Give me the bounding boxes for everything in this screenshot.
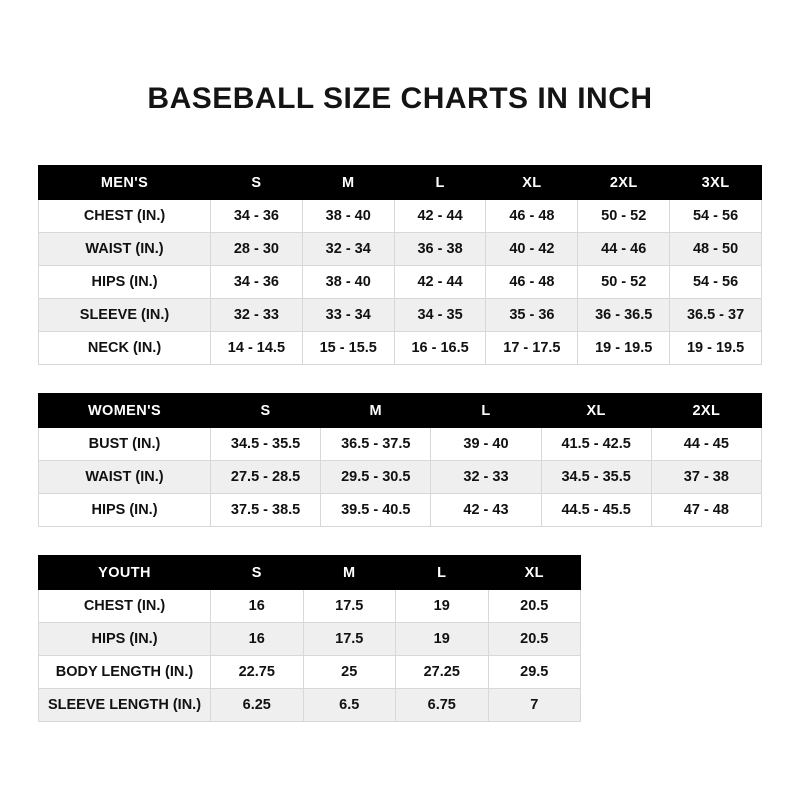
column-header: 2XL bbox=[578, 166, 670, 200]
column-header: S bbox=[211, 556, 304, 590]
table-cell: 20.5 bbox=[488, 590, 581, 623]
table-cell: 19 - 19.5 bbox=[578, 332, 670, 365]
column-header: 3XL bbox=[670, 166, 762, 200]
table-cell: 20.5 bbox=[488, 623, 581, 656]
table-cell: 34 - 36 bbox=[211, 200, 303, 233]
table-cell: 50 - 52 bbox=[578, 266, 670, 299]
table-row bbox=[39, 299, 762, 332]
table-cell: 50 - 52 bbox=[578, 200, 670, 233]
column-header: 2XL bbox=[651, 394, 761, 428]
table-cell: 16 bbox=[211, 590, 304, 623]
row-label: CHEST (IN.) bbox=[39, 590, 211, 623]
table-cell: 25 bbox=[303, 656, 396, 689]
table-cell: 36.5 - 37.5 bbox=[321, 428, 431, 461]
table-cell: 16 bbox=[211, 623, 304, 656]
table-cell: 44 - 45 bbox=[651, 428, 761, 461]
table-cell: 19 bbox=[396, 590, 489, 623]
row-label: SLEEVE (IN.) bbox=[39, 299, 211, 332]
table-cell: 46 - 48 bbox=[486, 200, 578, 233]
table-cell: 44.5 - 45.5 bbox=[541, 494, 651, 527]
table-cell: 42 - 44 bbox=[394, 266, 486, 299]
row-label: BODY LENGTH (IN.) bbox=[39, 656, 211, 689]
table-cell: 34 - 35 bbox=[394, 299, 486, 332]
table-row bbox=[39, 428, 762, 461]
table-cell: 6.75 bbox=[396, 689, 489, 722]
column-header: YOUTH bbox=[39, 556, 211, 590]
table-cell: 16 - 16.5 bbox=[394, 332, 486, 365]
table-cell: 6.5 bbox=[303, 689, 396, 722]
row-label: HIPS (IN.) bbox=[39, 623, 211, 656]
column-header: L bbox=[396, 556, 489, 590]
column-header: L bbox=[431, 394, 541, 428]
table-cell: 6.25 bbox=[211, 689, 304, 722]
womens-size-table bbox=[38, 393, 762, 527]
table-spacer bbox=[38, 527, 762, 555]
table-cell: 17 - 17.5 bbox=[486, 332, 578, 365]
table-cell: 14 - 14.5 bbox=[211, 332, 303, 365]
column-header: S bbox=[211, 166, 303, 200]
table-cell: 32 - 34 bbox=[302, 233, 394, 266]
row-label: NECK (IN.) bbox=[39, 332, 211, 365]
table-spacer bbox=[38, 365, 762, 393]
table-row bbox=[39, 590, 581, 623]
table-cell: 36 - 36.5 bbox=[578, 299, 670, 332]
table-row bbox=[39, 200, 762, 233]
table-cell: 54 - 56 bbox=[670, 200, 762, 233]
table-cell: 19 bbox=[396, 623, 489, 656]
table-cell: 22.75 bbox=[211, 656, 304, 689]
table-cell: 17.5 bbox=[303, 623, 396, 656]
table-cell: 32 - 33 bbox=[211, 299, 303, 332]
column-header: XL bbox=[486, 166, 578, 200]
table-header-row bbox=[39, 556, 581, 590]
table-cell: 44 - 46 bbox=[578, 233, 670, 266]
table-cell: 38 - 40 bbox=[302, 200, 394, 233]
table-cell: 38 - 40 bbox=[302, 266, 394, 299]
table-cell: 32 - 33 bbox=[431, 461, 541, 494]
table-row bbox=[39, 461, 762, 494]
table-cell: 42 - 44 bbox=[394, 200, 486, 233]
row-label: HIPS (IN.) bbox=[39, 266, 211, 299]
table-cell: 34.5 - 35.5 bbox=[211, 428, 321, 461]
table-cell: 48 - 50 bbox=[670, 233, 762, 266]
table-cell: 35 - 36 bbox=[486, 299, 578, 332]
table-cell: 37.5 - 38.5 bbox=[211, 494, 321, 527]
column-header: MEN'S bbox=[39, 166, 211, 200]
table-cell: 34.5 - 35.5 bbox=[541, 461, 651, 494]
table-cell: 28 - 30 bbox=[211, 233, 303, 266]
table-cell: 36.5 - 37 bbox=[670, 299, 762, 332]
table-header-row bbox=[39, 394, 762, 428]
table-cell: 36 - 38 bbox=[394, 233, 486, 266]
row-label: HIPS (IN.) bbox=[39, 494, 211, 527]
table-cell: 27.25 bbox=[396, 656, 489, 689]
column-header: L bbox=[394, 166, 486, 200]
page-title: BASEBALL SIZE CHARTS IN INCH bbox=[147, 82, 653, 115]
column-header: M bbox=[302, 166, 394, 200]
column-header: XL bbox=[541, 394, 651, 428]
table-cell: 33 - 34 bbox=[302, 299, 394, 332]
table-header-row bbox=[39, 166, 762, 200]
table-cell: 17.5 bbox=[303, 590, 396, 623]
row-label: WAIST (IN.) bbox=[39, 233, 211, 266]
column-header: WOMEN'S bbox=[39, 394, 211, 428]
table-cell: 54 - 56 bbox=[670, 266, 762, 299]
row-label: WAIST (IN.) bbox=[39, 461, 211, 494]
column-header: XL bbox=[488, 556, 581, 590]
row-label: SLEEVE LENGTH (IN.) bbox=[39, 689, 211, 722]
table-row bbox=[39, 332, 762, 365]
table-cell: 29.5 - 30.5 bbox=[321, 461, 431, 494]
table-cell: 37 - 38 bbox=[651, 461, 761, 494]
table-cell: 46 - 48 bbox=[486, 266, 578, 299]
table-row bbox=[39, 689, 581, 722]
table-cell: 39 - 40 bbox=[431, 428, 541, 461]
table-row bbox=[39, 623, 581, 656]
table-cell: 42 - 43 bbox=[431, 494, 541, 527]
column-header: M bbox=[303, 556, 396, 590]
youth-size-table bbox=[38, 555, 581, 722]
table-row bbox=[39, 266, 762, 299]
tables-container bbox=[0, 165, 800, 722]
table-cell: 39.5 - 40.5 bbox=[321, 494, 431, 527]
table-cell: 29.5 bbox=[488, 656, 581, 689]
table-cell: 27.5 - 28.5 bbox=[211, 461, 321, 494]
table-cell: 19 - 19.5 bbox=[670, 332, 762, 365]
table-cell: 40 - 42 bbox=[486, 233, 578, 266]
table-cell: 15 - 15.5 bbox=[302, 332, 394, 365]
table-cell: 7 bbox=[488, 689, 581, 722]
table-cell: 41.5 - 42.5 bbox=[541, 428, 651, 461]
column-header: M bbox=[321, 394, 431, 428]
mens-size-table bbox=[38, 165, 762, 365]
column-header: S bbox=[211, 394, 321, 428]
table-row bbox=[39, 656, 581, 689]
table-cell: 47 - 48 bbox=[651, 494, 761, 527]
table-row bbox=[39, 494, 762, 527]
row-label: BUST (IN.) bbox=[39, 428, 211, 461]
table-cell: 34 - 36 bbox=[211, 266, 303, 299]
row-label: CHEST (IN.) bbox=[39, 200, 211, 233]
table-row bbox=[39, 233, 762, 266]
